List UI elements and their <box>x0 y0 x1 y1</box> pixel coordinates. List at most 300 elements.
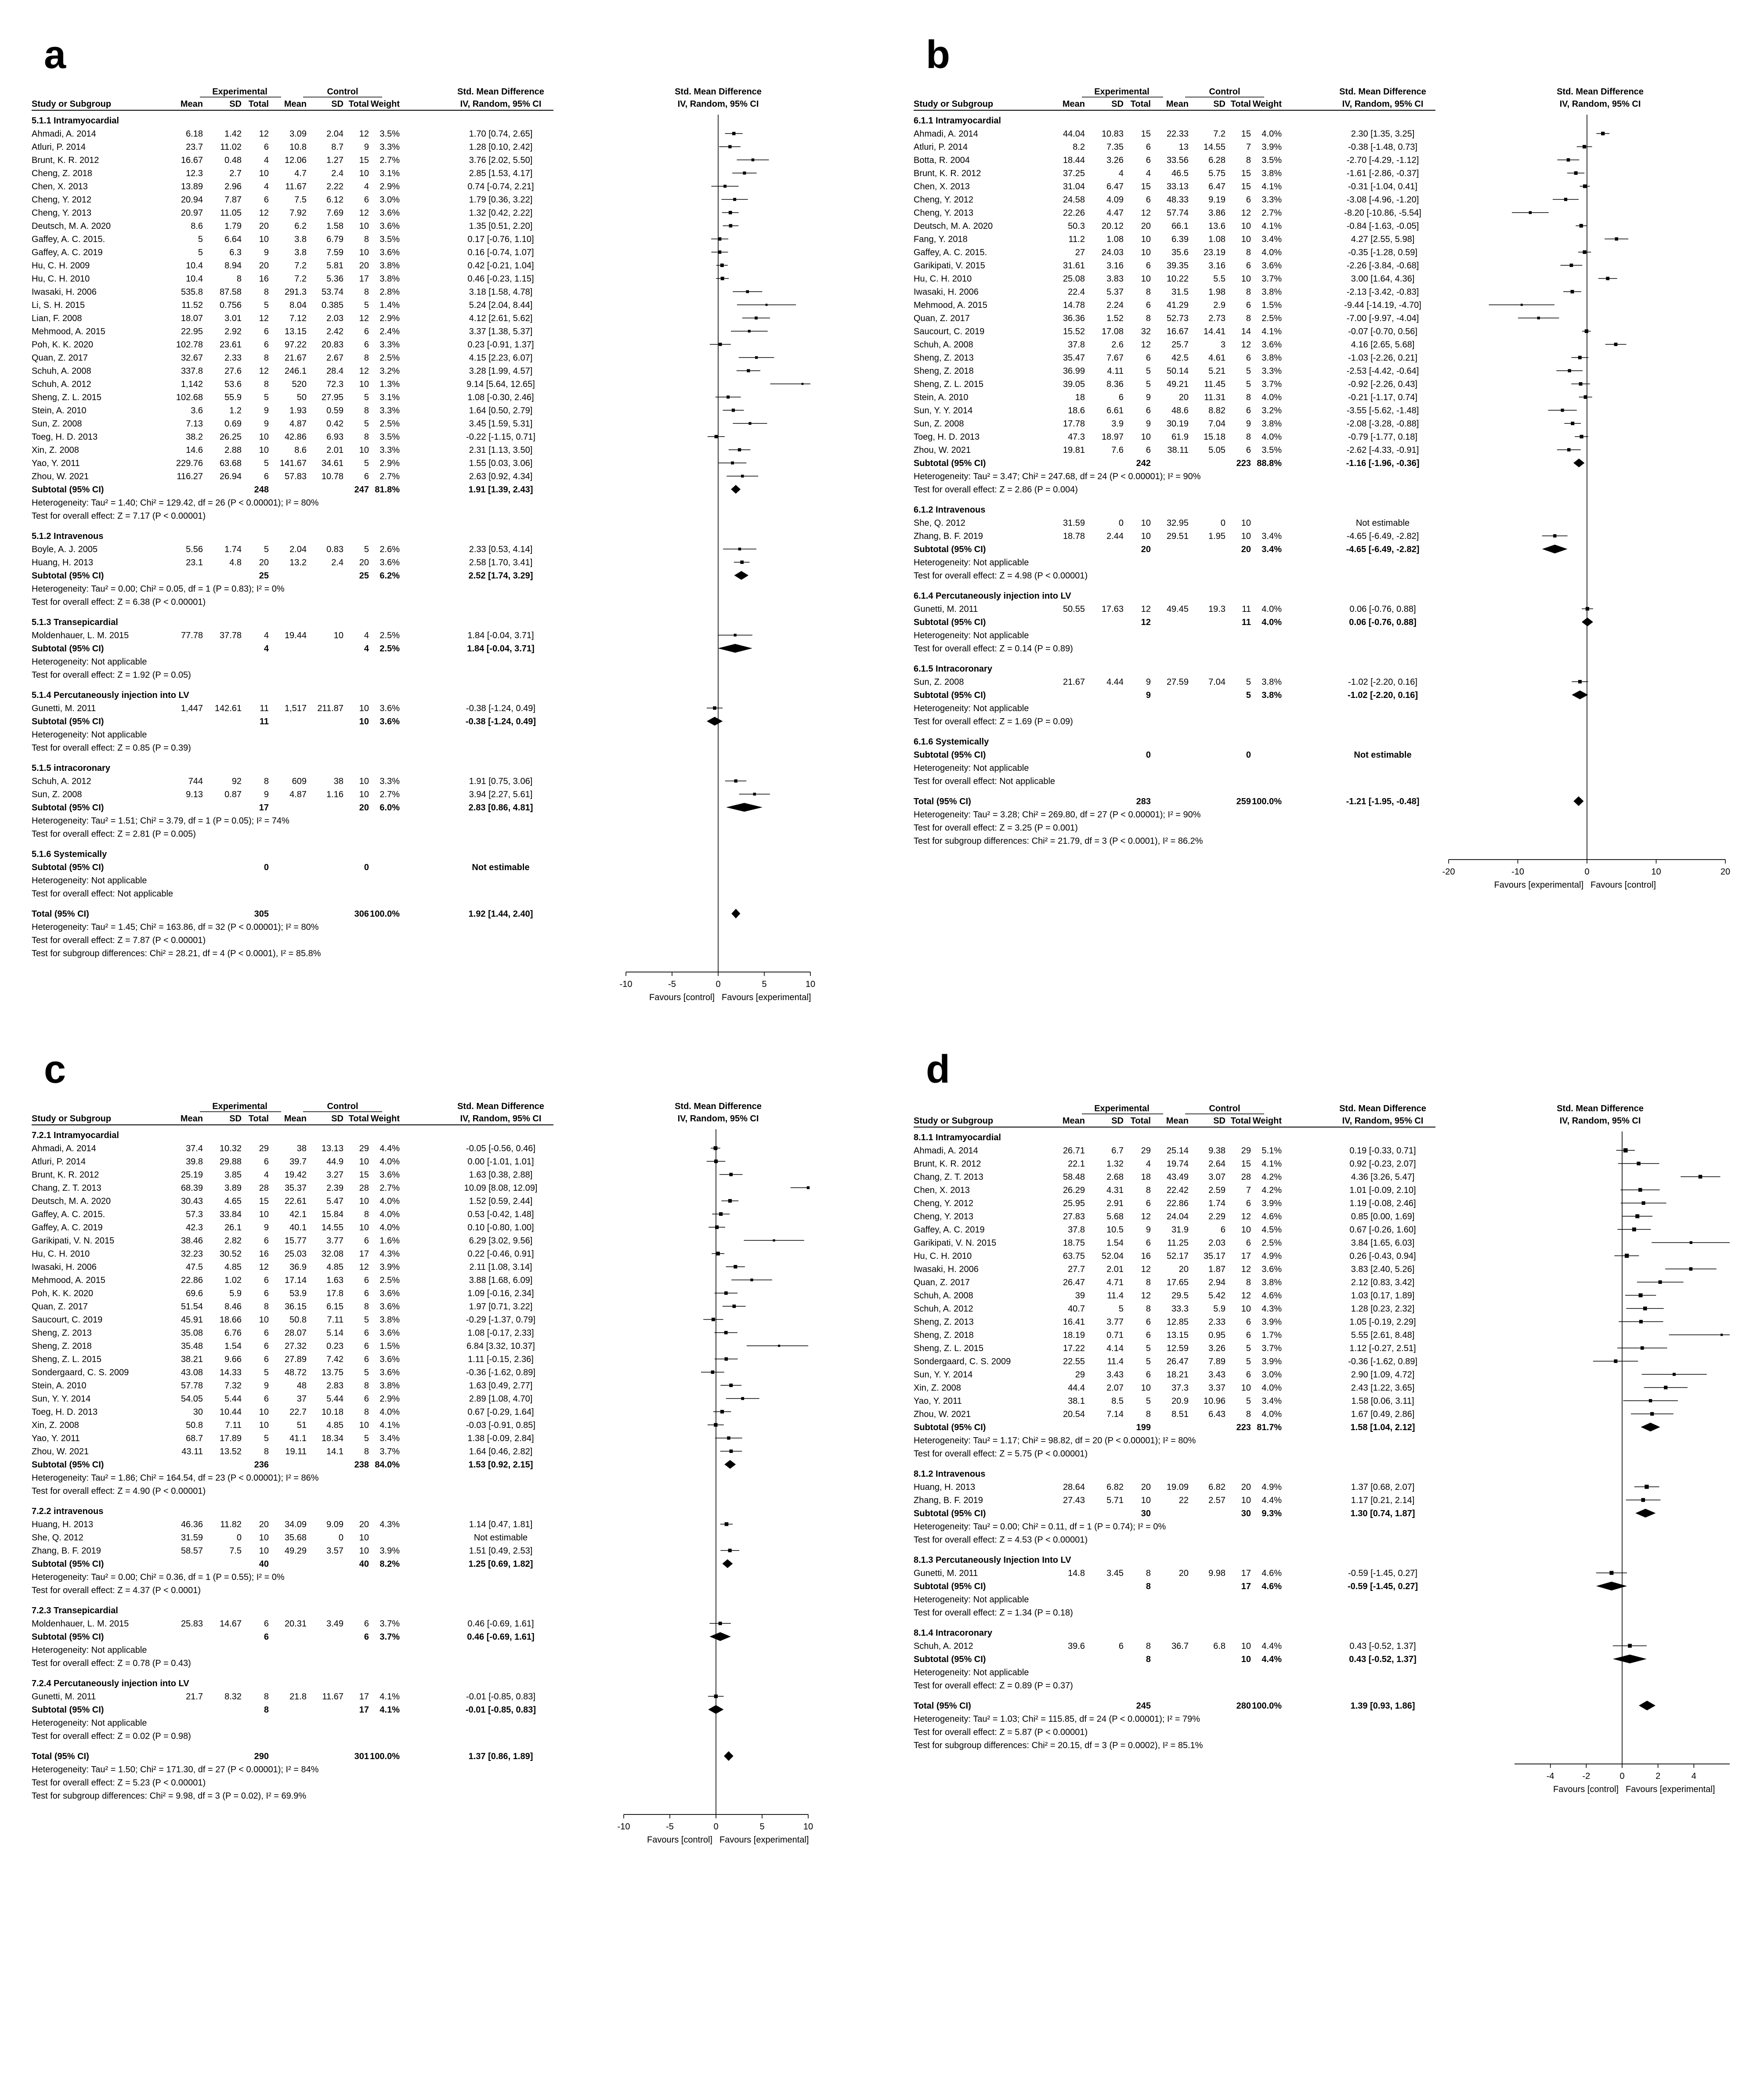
study-row-ci: -0.05 [-0.56, 0.46] <box>466 1144 535 1153</box>
study-row-n1: 5 <box>1146 1344 1151 1353</box>
study-row-n2: 10 <box>1241 1225 1251 1235</box>
study-row-n1: 12 <box>1141 604 1151 614</box>
study-row-s1: 3.45 <box>1106 1568 1124 1578</box>
study-row-w: 4.0% <box>380 1157 400 1167</box>
statistic-note: Test for overall effect: Z = 6.38 (P < 0.00001) <box>32 597 206 607</box>
pooled-effect-diamond <box>731 485 741 494</box>
forest-plot-b <box>882 0 1756 1032</box>
study-row-s2: 2.83 <box>326 1381 343 1391</box>
study-row-n1: 12 <box>259 129 269 139</box>
study-row-ci: 1.09 [-0.16, 2.34] <box>467 1289 534 1298</box>
study-row-w: 3.5% <box>380 235 400 244</box>
study-row-name: Deutsch, M. A. 2020 <box>914 221 993 231</box>
study-row-m2: 36.9 <box>289 1262 307 1272</box>
header-sd-ctrl: SD <box>1213 99 1225 109</box>
study-row-m2: 6.2 <box>294 221 307 231</box>
study-row-n1: 10 <box>1141 531 1151 541</box>
study-row-ci: 0.00 [-1.01, 1.01] <box>467 1157 534 1167</box>
study-row-ci: 1.38 [-0.09, 2.84] <box>467 1434 534 1443</box>
effect-size-marker <box>1614 343 1618 346</box>
study-row-n1: 6 <box>264 142 269 152</box>
study-row-s2: 0.83 <box>326 545 343 554</box>
study-row-n2: 10 <box>1241 1641 1251 1651</box>
study-row-ci: 10.09 [8.08, 12.09] <box>464 1183 538 1193</box>
study-row-s1: 29.88 <box>219 1157 242 1167</box>
study-row-m1: 63.75 <box>1063 1251 1085 1261</box>
study-row-s2: 7.04 <box>1208 419 1225 429</box>
study-row-ci: Not estimable <box>1356 518 1410 528</box>
header-forest-sub: IV, Random, 95% CI <box>1559 99 1641 109</box>
study-row-name: Atluri, P. 2014 <box>32 142 86 152</box>
study-row-ci: 0.17 [-0.76, 1.10] <box>467 235 534 244</box>
study-row-s1: 2.68 <box>1106 1172 1124 1182</box>
study-row-n1: 10 <box>259 432 269 442</box>
study-row-s1: 1.79 <box>224 221 242 231</box>
study-row-n2: 6 <box>364 1394 369 1404</box>
study-row-s1: 4.85 <box>224 1262 242 1272</box>
x-tick-label: -10 <box>617 1822 630 1832</box>
study-row-s2: 3.16 <box>1208 261 1225 271</box>
study-row-w: 2.9% <box>380 182 400 192</box>
study-row-s2: 8.82 <box>1208 406 1225 416</box>
study-row-s1: 4.71 <box>1106 1278 1124 1287</box>
study-row-n1: 6 <box>264 1355 269 1364</box>
study-row-n2: 6 <box>364 1328 369 1338</box>
study-row-n2: 8 <box>364 1302 369 1312</box>
study-row-name: Zhang, B. F. 2019 <box>914 1496 983 1505</box>
effect-size-marker <box>1586 607 1589 611</box>
study-row-name: Cheng, Y. 2013 <box>914 1212 974 1222</box>
study-row-n2: 17 <box>1241 1251 1251 1261</box>
study-row-n1: 10 <box>1141 1383 1151 1393</box>
study-row-s2: 2.73 <box>1208 314 1225 323</box>
x-tick-label: -5 <box>666 1822 674 1832</box>
study-row-w: 3.3% <box>380 406 400 416</box>
statistic-note: Test for subgroup differences: Chi² = 20.15, df = 3 (P = 0.0002), I² = 85.1% <box>914 1741 1203 1750</box>
study-row-n1: 6 <box>264 472 269 481</box>
study-row-s1: 7.67 <box>1106 353 1124 363</box>
study-row-s1: 11.82 <box>220 1520 242 1529</box>
study-row-m1: 21.7 <box>186 1692 203 1702</box>
effect-size-marker <box>1567 448 1571 452</box>
study-row-ci: 4.15 [2.23, 6.07] <box>469 353 533 363</box>
study-row-w: 4.0% <box>1262 1409 1282 1419</box>
study-row-m2: 33.56 <box>1166 155 1189 165</box>
study-row-w: 2.5% <box>380 419 400 429</box>
header-sd-exp: SD <box>229 1114 242 1124</box>
study-row-ci: 3.37 [1.38, 5.37] <box>469 327 533 336</box>
study-row-m2: 37 <box>296 1394 307 1404</box>
study-row-m2: 22.7 <box>289 1407 307 1417</box>
study-row-m1: 40.7 <box>1068 1304 1085 1314</box>
header-group2: Control <box>1209 1104 1240 1113</box>
study-row-ci: 1.51 [0.49, 2.53] <box>469 1546 533 1556</box>
study-row-s1: 1.42 <box>224 129 242 139</box>
study-row-s1: 2.44 <box>1106 531 1124 541</box>
header-total-exp: Total <box>248 99 269 109</box>
x-tick-label: 10 <box>803 1822 813 1832</box>
study-row-w: 3.5% <box>380 432 400 442</box>
header-group1: Experimental <box>212 1102 267 1111</box>
study-row-w: 3.9% <box>1262 1357 1282 1366</box>
study-row-s1: 5 <box>1118 1304 1124 1314</box>
study-row-name: Zhou, W. 2021 <box>914 1409 971 1419</box>
study-row-n1: 9 <box>264 1223 269 1232</box>
study-row-s2: 5.47 <box>326 1196 343 1206</box>
study-row-s1: 92 <box>231 777 242 786</box>
subtotal-row-ci: 0.06 [-0.76, 0.88] <box>1349 618 1417 627</box>
header-forest_title: Std. Mean Difference <box>1557 87 1644 97</box>
study-row-m2: 19.74 <box>1166 1159 1189 1169</box>
subtotal-row-name: Subtotal (95% CI) <box>32 717 104 726</box>
study-row-m1: 38.2 <box>186 432 203 442</box>
effect-size-marker <box>724 1291 728 1295</box>
study-row-m1: 18.6 <box>1068 406 1085 416</box>
subtotal-row-w: 9.3% <box>1262 1509 1282 1518</box>
study-row-name: Xin, Z. 2008 <box>32 1420 79 1430</box>
study-row-s2: 7.59 <box>326 248 343 257</box>
study-row-m2: 50.8 <box>289 1315 307 1325</box>
study-row-n2: 17 <box>359 1692 369 1702</box>
x-tick-label: 20 <box>1720 867 1731 877</box>
study-row-name: Botta, R. 2004 <box>914 155 970 165</box>
effect-size-marker <box>728 1199 732 1203</box>
study-row-w: 3.6% <box>380 1368 400 1377</box>
study-row-s1: 4.47 <box>1106 208 1124 218</box>
total-row-w: 100.0% <box>370 909 400 919</box>
study-row-s1: 4.8 <box>229 558 242 567</box>
subtotal-row-ci: 0.46 [-0.69, 1.61] <box>467 1632 535 1642</box>
study-row-name: Schuh, A. 2008 <box>914 1291 973 1301</box>
study-row-n2: 6 <box>1246 1330 1251 1340</box>
study-row-n1: 9 <box>1146 393 1151 402</box>
study-row-s1: 3.85 <box>224 1170 242 1180</box>
study-row-w: 2.7% <box>380 155 400 165</box>
study-row-m1: 69.6 <box>186 1289 203 1298</box>
study-row-w: 3.8% <box>1262 353 1282 363</box>
total-row-n2: 259 <box>1236 797 1251 806</box>
header-mean-exp: Mean <box>1062 1116 1085 1126</box>
subtotal-row-name: Subtotal (95% CI) <box>32 1632 104 1642</box>
effect-size-marker <box>725 1522 729 1526</box>
study-row-m2: 12.06 <box>284 155 307 165</box>
study-row-name: Mehmood, A. 2015 <box>914 300 987 310</box>
effect-size-marker <box>729 1384 733 1387</box>
study-row-n2: 20 <box>359 1520 369 1529</box>
study-row-ci: -7.00 [-9.97, -4.04] <box>1346 314 1419 323</box>
study-row-n2: 8 <box>1246 287 1251 297</box>
study-row-m2: 7.12 <box>289 314 307 323</box>
header-mean-ctrl: Mean <box>1166 1116 1189 1126</box>
study-row-n2: 5 <box>364 1434 369 1443</box>
study-row-n2: 15 <box>1241 182 1251 192</box>
study-row-m1: 44.04 <box>1063 129 1085 139</box>
effect-size-marker <box>755 356 758 359</box>
subtotal-row-name: Subtotal (95% CI) <box>32 803 104 813</box>
study-row-name: Huang, H. 2013 <box>32 1520 94 1529</box>
study-row-m2: 27.89 <box>284 1355 307 1364</box>
study-row-w: 4.2% <box>1262 1172 1282 1182</box>
header-total-ctrl: Total <box>1230 1116 1251 1126</box>
study-row-m2: 42.1 <box>289 1210 307 1219</box>
statistic-note: Test for overall effect: Z = 0.14 (P = 0.89) <box>914 644 1073 654</box>
study-row-n1: 12 <box>1141 340 1151 350</box>
study-row-m2: 4.87 <box>289 419 307 429</box>
study-row-m2: 8.04 <box>289 300 307 310</box>
study-row-n2: 11 <box>1242 604 1251 614</box>
study-row-m1: 5 <box>198 235 203 244</box>
study-row-m2: 3.09 <box>289 129 307 139</box>
study-row-s2: 32.08 <box>321 1249 343 1259</box>
study-row-n2: 15 <box>359 1170 369 1180</box>
subtotal-row-n1: 9 <box>1146 690 1151 700</box>
header-smd-sub: IV, Random, 95% CI <box>1342 1116 1424 1126</box>
study-row-w: 3.9% <box>1262 1199 1282 1208</box>
study-row-n2: 5 <box>364 300 369 310</box>
study-row-s2: 10 <box>333 631 343 640</box>
study-row-w: 3.9% <box>380 1546 400 1556</box>
study-row-n1: 6 <box>264 1394 269 1404</box>
study-row-w: 3.5% <box>1262 445 1282 455</box>
study-row-m2: 19.44 <box>284 631 307 640</box>
statistic-note: Test for overall effect: Z = 0.85 (P = 0.39) <box>32 743 191 753</box>
study-row-m2: 12.85 <box>1166 1317 1189 1327</box>
study-row-n2: 10 <box>359 379 369 389</box>
subtotal-row-n2: 5 <box>1246 690 1251 700</box>
effect-size-marker <box>733 1305 736 1308</box>
subtotal-row-w: 4.1% <box>380 1705 400 1715</box>
study-row-s2: 6.93 <box>326 432 343 442</box>
study-row-m1: 9.13 <box>186 790 203 799</box>
study-row-ci: Not estimable <box>474 1533 528 1543</box>
study-row-n2: 6 <box>1246 1238 1251 1248</box>
study-row-n1: 8 <box>264 777 269 786</box>
study-row-m2: 12.59 <box>1166 1344 1189 1353</box>
study-row-n2: 10 <box>359 1157 369 1167</box>
study-row-n1: 16 <box>259 274 269 284</box>
study-row-name: Cheng, Y. 2012 <box>914 1199 974 1208</box>
subtotal-row-name: Subtotal (95% CI) <box>914 750 986 760</box>
study-row-m2: 25.03 <box>284 1249 307 1259</box>
effect-size-marker <box>1637 1162 1640 1165</box>
study-row-s1: 52.04 <box>1101 1251 1124 1261</box>
pooled-effect-diamond <box>1613 1655 1647 1663</box>
study-row-m2: 48.72 <box>284 1368 307 1377</box>
header-mean-ctrl: Mean <box>284 99 307 109</box>
effect-size-marker <box>734 779 737 782</box>
study-row-s2: 17.8 <box>326 1289 343 1298</box>
study-row-ci: 1.70 [0.74, 2.65] <box>469 129 533 139</box>
study-row-m1: 18.75 <box>1063 1238 1085 1248</box>
study-row-ci: 0.23 [-0.91, 1.37] <box>467 340 534 350</box>
statistic-note: Test for overall effect: Z = 2.86 (P = 0.004) <box>914 485 1078 495</box>
header-forest-sub: IV, Random, 95% CI <box>1559 1116 1641 1126</box>
study-row-ci: -2.26 [-3.84, -0.68] <box>1346 261 1419 271</box>
study-row-m1: 229.76 <box>176 459 203 468</box>
study-row-w: 3.6% <box>1262 1265 1282 1274</box>
header-mean-ctrl: Mean <box>284 1114 307 1124</box>
study-row-n1: 6 <box>264 1157 269 1167</box>
study-row-name: Sheng, Z. L. 2015 <box>914 1344 984 1353</box>
study-row-m1: 37.25 <box>1063 169 1085 178</box>
study-row-name: Schuh, A. 2008 <box>32 366 91 376</box>
statistic-note: Heterogeneity: Tau² = 1.40; Chi² = 129.42, df = 26 (P < 0.00001); I² = 80% <box>32 498 319 508</box>
effect-size-marker <box>1609 1571 1613 1575</box>
study-row-s1: 1.74 <box>224 545 242 554</box>
favours-left-label: Favours [control] <box>1553 1785 1619 1794</box>
study-row-name: Mehmood, A. 2015 <box>32 327 105 336</box>
subgroup-heading: 8.1.4 Intracoronary <box>914 1628 992 1638</box>
study-row-name: Gunetti, M. 2011 <box>914 1568 978 1578</box>
study-row-m1: 21.67 <box>1063 677 1085 687</box>
pooled-effect-diamond <box>1542 545 1568 553</box>
study-row-m2: 39.35 <box>1166 261 1189 271</box>
subtotal-row-n2: 20 <box>359 803 369 813</box>
study-row-w: 4.0% <box>1262 432 1282 442</box>
study-row-m2: 11.67 <box>285 182 307 192</box>
study-row-ci: 0.06 [-0.76, 0.88] <box>1349 604 1416 614</box>
effect-size-marker <box>1638 1188 1642 1192</box>
study-row-n2: 10 <box>359 790 369 799</box>
pooled-effect-diamond <box>734 571 749 580</box>
statistic-note: Heterogeneity: Not applicable <box>914 704 1029 713</box>
study-row-s1: 11.4 <box>1107 1291 1124 1301</box>
study-row-n1: 32 <box>1141 327 1151 336</box>
study-row-s2: 2.04 <box>326 129 343 139</box>
subgroup-heading: 6.1.5 Intracoronary <box>914 664 992 674</box>
study-row-ci: -0.38 [-1.48, 0.73] <box>1348 142 1417 152</box>
study-row-m2: 30.19 <box>1166 419 1189 429</box>
study-row-name: Stein, A. 2010 <box>32 1381 87 1391</box>
study-row-s2: 2.33 <box>1208 1317 1225 1327</box>
study-row-ci: 1.14 [0.47, 1.81] <box>469 1520 533 1529</box>
study-row-n2: 5 <box>1246 366 1251 376</box>
study-row-m2: 22.42 <box>1166 1185 1189 1195</box>
subtotal-row-name: Subtotal (95% CI) <box>914 618 986 627</box>
study-row-m2: 48.6 <box>1171 406 1189 416</box>
study-row-m1: 50.55 <box>1063 604 1085 614</box>
effect-size-marker <box>1567 158 1570 162</box>
subtotal-row-w: 3.7% <box>380 1632 400 1642</box>
total-row-n2: 280 <box>1236 1701 1251 1711</box>
study-row-n2: 6 <box>1246 406 1251 416</box>
study-row-s1: 8.5 <box>1111 1396 1124 1406</box>
study-row-n1: 6 <box>264 195 269 205</box>
study-row-s1: 7.5 <box>229 1546 242 1556</box>
study-row-w: 3.6% <box>1262 261 1282 271</box>
effect-size-marker <box>719 1212 723 1216</box>
subtotal-row-n1: 25 <box>259 571 269 581</box>
subgroup-heading: 6.1.6 Systemically <box>914 737 989 747</box>
statistic-note: Heterogeneity: Tau² = 1.17; Chi² = 98.82, df = 20 (P < 0.00001); I² = 80% <box>914 1436 1196 1446</box>
study-row-n1: 18 <box>1141 1172 1151 1182</box>
study-row-n1: 5 <box>1146 366 1151 376</box>
subtotal-row-n1: 248 <box>254 485 269 495</box>
study-row-name: Quan, Z. 2017 <box>914 314 970 323</box>
study-row-w: 3.9% <box>1262 1317 1282 1327</box>
study-row-n2: 5 <box>364 419 369 429</box>
study-row-s1: 7.14 <box>1106 1409 1124 1419</box>
study-row-s2: 4.61 <box>1208 353 1225 363</box>
study-row-s2: 7.2 <box>1213 129 1225 139</box>
total-row-ci: 1.39 [0.93, 1.86] <box>1350 1701 1415 1711</box>
statistic-note: Heterogeneity: Not applicable <box>914 1595 1029 1605</box>
study-row-n1: 5 <box>264 393 269 402</box>
study-row-n1: 5 <box>264 459 269 468</box>
study-row-w: 3.7% <box>1262 379 1282 389</box>
study-row-n2: 6 <box>364 1289 369 1298</box>
study-row-n2: 14 <box>1241 327 1251 336</box>
study-row-ci: 1.63 [0.49, 2.77] <box>469 1381 533 1391</box>
study-row-s2: 2.42 <box>326 327 343 336</box>
study-row-n2: 10 <box>359 169 369 178</box>
header-weight: Weight <box>370 1114 400 1124</box>
study-row-w: 3.8% <box>380 1315 400 1325</box>
study-row-n1: 8 <box>1146 1278 1151 1287</box>
header-sd-ctrl: SD <box>331 1114 343 1124</box>
study-row-name: Hu, C. H. 2010 <box>32 1249 90 1259</box>
subtotal-row-n2: 223 <box>1236 1423 1251 1432</box>
effect-size-marker <box>1673 1373 1676 1376</box>
study-row-s2: 5.42 <box>1208 1291 1225 1301</box>
effect-size-marker <box>746 290 749 293</box>
study-row-w: 4.2% <box>1262 1185 1282 1195</box>
study-row-s2: 3.77 <box>326 1236 343 1246</box>
study-row-ci: 1.35 [0.51, 2.20] <box>469 221 533 231</box>
subtotal-row-n2: 6 <box>364 1632 369 1642</box>
subtotal-row-n1: 236 <box>254 1460 269 1470</box>
effect-size-marker <box>1615 237 1618 240</box>
panel-label: c <box>44 1048 66 1091</box>
study-row-n1: 10 <box>1141 1496 1151 1505</box>
subtotal-row-n2: 10 <box>359 717 369 726</box>
study-row-s2: 34.61 <box>321 459 343 468</box>
study-row-m1: 17.78 <box>1063 419 1085 429</box>
study-row-s2: 28.4 <box>326 366 343 376</box>
study-row-n2: 6 <box>364 327 369 336</box>
study-row-ci: 0.16 [-0.74, 1.07] <box>467 248 534 257</box>
study-row-w: 4.3% <box>380 1249 400 1259</box>
study-row-m2: 41.29 <box>1166 300 1189 310</box>
study-row-name: Gaffey, A. C. 2015. <box>32 235 105 244</box>
study-row-ci: -0.38 [-1.24, 0.49] <box>466 704 535 713</box>
subtotal-row-w: 6.0% <box>380 803 400 813</box>
study-row-s2: 9.09 <box>326 1520 343 1529</box>
study-row-n2: 5 <box>364 459 369 468</box>
study-row-n2: 15 <box>1241 129 1251 139</box>
header-forest_title: Std. Mean Difference <box>1557 1104 1644 1113</box>
study-row-ci: 2.58 [1.70, 3.41] <box>469 558 533 567</box>
study-row-w: 3.6% <box>380 558 400 567</box>
study-row-w: 4.6% <box>1262 1212 1282 1222</box>
study-row-m2: 26.47 <box>1166 1357 1189 1366</box>
subtotal-row-n1: 4 <box>264 644 269 654</box>
study-row-s1: 55.9 <box>224 393 242 402</box>
study-row-n1: 6 <box>264 1289 269 1298</box>
study-row-n1: 6 <box>264 1341 269 1351</box>
study-row-w: 4.4% <box>1262 1641 1282 1651</box>
study-row-n1: 6 <box>1146 1317 1151 1327</box>
study-row-name: Brunt, K. R. 2012 <box>914 169 981 178</box>
study-row-name: Deutsch, M. A. 2020 <box>32 221 111 231</box>
study-row-ci: -0.36 [-1.62, 0.89] <box>1348 1357 1417 1366</box>
study-row-m2: 21.67 <box>284 353 307 363</box>
study-row-s2: 3.57 <box>326 1546 343 1556</box>
study-row-s1: 8.46 <box>224 1302 242 1312</box>
header-group1: Experimental <box>212 87 267 97</box>
subgroup-heading: 5.1.1 Intramyocardial <box>32 116 119 126</box>
study-row-n1: 12 <box>1141 1212 1151 1222</box>
